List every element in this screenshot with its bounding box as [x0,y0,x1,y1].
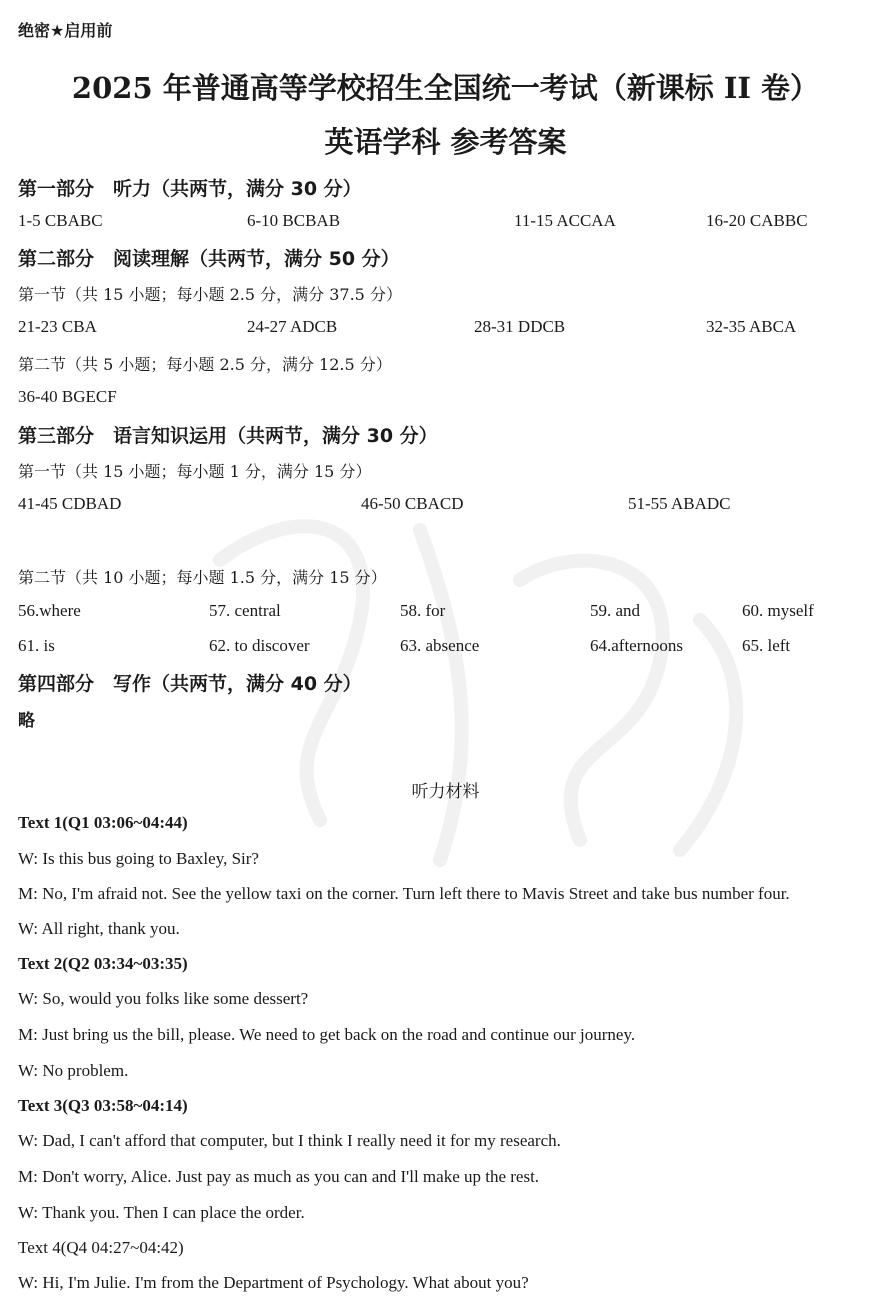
transcript-line: M: No, I'm afraid not. See the yellow taxi on the corner. Turn left there to Mavis Street and take bus number four. [18,884,790,903]
confidential-label: 绝密★启用前 [18,21,113,40]
cloze-answer: 56.where [18,601,81,620]
part3-section2-label: 第二节（共 10 小题；每小题 1.5 分，满分 15 分） [18,568,387,587]
answer-group: 24-27 ADCB [247,317,338,336]
answer-key-title: 英语学科 参考答案 [324,125,567,159]
cloze-answer: 65. left [742,636,791,655]
part3-heading: 第三部分 语言知识运用（共两节，满分 30 分） [18,425,438,447]
transcript-heading: Text 1(Q1 03:06~04:44) [18,813,188,832]
answer-group: 16-20 CABBC [706,211,808,230]
part2-heading: 第二部分 阅读理解（共两节，满分 50 分） [18,248,400,270]
listening-material-title: 听力材料 [411,782,480,802]
part2-section2-label: 第二节（共 5 小题；每小题 2.5 分，满分 12.5 分） [18,355,392,374]
writing-omitted-note: 略 [18,711,35,731]
transcript-heading: Text 3(Q3 03:58~04:14) [18,1096,188,1115]
answer-group: 32-35 ABCA [706,317,797,336]
answer-group: 51-55 ABADC [628,494,731,513]
cloze-answer: 59. and [590,601,641,620]
answer-group: 6-10 BCBAB [247,211,341,230]
cloze-answer: 62. to discover [209,636,310,655]
cloze-answer: 58. for [400,601,446,620]
cloze-answer: 64.afternoons [590,636,684,655]
part4-heading: 第四部分 写作（共两节，满分 40 分） [18,673,362,695]
transcript-heading: Text 4(Q4 04:27~04:42) [18,1238,184,1257]
transcript-line: W: No problem. [18,1061,129,1080]
cloze-answer: 61. is [18,636,55,655]
part2-section1-label: 第一节（共 15 小题；每小题 2.5 分，满分 37.5 分） [18,285,402,304]
transcript-heading: Text 2(Q2 03:34~03:35) [18,954,188,973]
cloze-answer: 57. central [209,601,281,620]
transcript-line: W: So, would you folks like some dessert? [18,989,309,1008]
answer-group: 41-45 CDBAD [18,494,122,513]
transcript-line: M: Don't worry, Alice. Just pay as much as you can and I'll make up the rest. [18,1167,540,1186]
transcript-line: W: Dad, I can't afford that computer, but I think I really need it for my research. [18,1131,561,1150]
transcript-line: M: Just bring us the bill, please. We need to get back on the road and continue our journey. [18,1025,636,1044]
transcript-line: W: All right, thank you. [18,919,180,938]
answer-group: 28-31 DDCB [474,317,566,336]
part3-section1-label: 第一节（共 15 小题；每小题 1 分，满分 15 分） [18,462,372,481]
cloze-answer: 63. absence [400,636,480,655]
answer-group: 21-23 CBA [18,317,97,336]
answer-group: 1-5 CBABC [18,211,103,230]
answer-group: 46-50 CBACD [361,494,464,513]
transcript-line: W: Thank you. Then I can place the order. [18,1203,305,1222]
cloze-answer: 60. myself [742,601,814,620]
answer-group: 36-40 BGECF [18,387,117,406]
part1-heading: 第一部分 听力（共两节，满分 30 分） [18,178,362,200]
exam-title: 2025 年普通高等学校招生全国统一考试（新课标 II 卷） [71,71,820,105]
transcript-line: W: Hi, I'm Julie. I'm from the Department of Psychology. What about you? [18,1273,529,1292]
transcript-line: W: Is this bus going to Baxley, Sir? [18,849,259,868]
answer-group: 11-15 ACCAA [514,211,616,230]
